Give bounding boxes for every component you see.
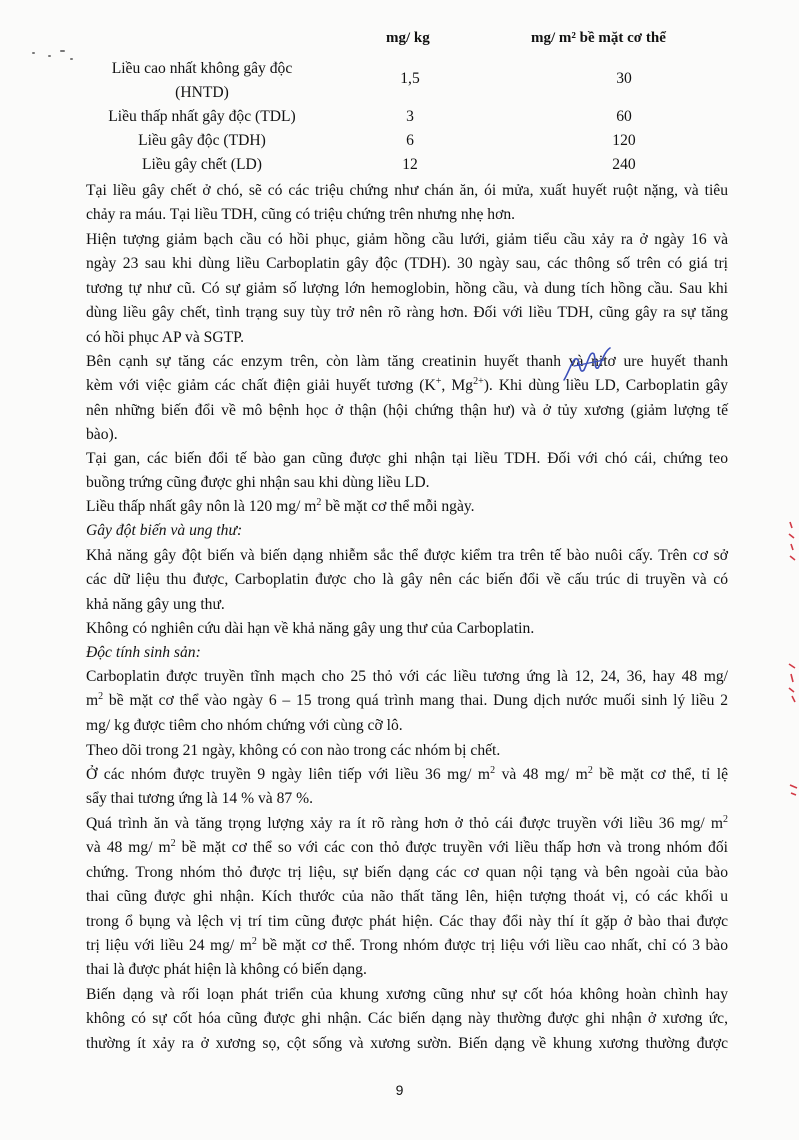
page-number: 9 — [395, 1082, 404, 1098]
paragraph-blood-effects: Hiện tượng giảm bạch cầu có hồi phục, giảm hồng cầu lưới, giảm tiểu cầu xảy ra ở ngày 16 và ngày 23 sau khi dùng liều Carboplatin gây độc (TDH). 30 ngày sau, các thông số trên có giá trị tương tự như cũ. Có sự giảm số lượng lớn hemoglobin, hồng cầu, và dung tích hồng cầu. Sau khi dùng liều gây chết, tình trạng suy tùy trở nên rõ ràng hơn. Đối với liều TDH, cũng gây ra sự tăng có hồi phục AP và SGTP. — [86, 231, 728, 346]
table-header-mg-m2: mg/ m² bề mặt cơ thể — [531, 30, 666, 46]
paragraph-skeletal-malformations: Biến dạng và rối loạn phát triển của khung xương cũng như sự cốt hóa không hoàn chình hay không có sự cốt hóa cũng được ghi nhận. Các biến dạng này thường được ghi nhận ở xương ức, thường ít xảy ra ở xương sọ, cột sống và xương sườn. Biến dạng về khung xương thường được — [86, 986, 728, 1052]
table-cell-mgkg: 6 — [406, 132, 414, 149]
scan-speck — [70, 58, 73, 60]
paragraph-fetal-malformations: Quá trình ăn và tăng trọng lượng xảy ra ít rõ ràng hơn ở thỏ cái được truyền với liều 36 mg/ $m^2$ và 48 mg/ $m^2$ bề mặt cơ thể so với các con thỏ được truyền với liều thấp hơn và trong nhóm đối chứng. Trong nhóm thỏ được trị liệu, sự biến dạng các cơ quan nội tạng và bên ngoài của bào thai cũng được ghi nhận. Kích thước của não thất tăng lên, hiện tượng thoát vị, có các khối u trong ổ bụng và lệch vị trí tim cũng được phát hiện. Các thay đổi này thí ít gặp ở bào thai được trị liệu với liều 24 mg/ $m^2$ bề mặt cơ thể. Trong nhóm được trị liệu với liều cao nhất, chỉ có 3 bào thai là được phát hiện là không có biến dạng. — [86, 814, 729, 979]
scan-speck — [48, 55, 51, 57]
paragraph-carcinogenicity: Không có nghiên cứu dài hạn về khả năng gây ung thư của Carboplatin. — [86, 620, 535, 637]
stamp-mark-fragment — [786, 520, 798, 566]
table-cell-mgm2: 60 — [616, 108, 632, 125]
paragraph-kidney-effects: Bên cạnh sự tăng các enzym trên, còn làm tăng creatinin huyết thanh và nitơ ure huyết thanh kèm với việc giảm các chất điện giải huyết tương (K+, $Mg^{2+}$). Khi dùng liều LD, Carboplatin gây nên những biến đổi về mô bệnh học ở thận (hội chứng thận hư) và ở tủy xương (giảm lượng tế bào). — [86, 353, 728, 444]
table-row-label: Liều cao nhất không gây độc (HNTD) — [111, 60, 293, 102]
section-heading-mutagenicity: Gây đột biến và ung thư: — [86, 522, 243, 539]
table-cell-mgm2: 240 — [612, 156, 636, 173]
paragraph-abortion-rate: Ở các nhóm được truyền 9 ngày liên tiếp với liều 36 mg/ $m^2$ và 48 mg/ $m^2$ bề mặt cơ thể, tỉ lệ sẩy thai tương ứng là 14 % và 87 %. — [86, 765, 729, 808]
paragraph-emesis-dose: Liều thấp nhất gây nôn là 120 mg/ $m^2$ bề mặt cơ thể mỗi ngày. — [86, 497, 475, 515]
paragraph-21-days: Theo dõi trong 21 ngày, không có con nào trong các nhóm bị chết. — [86, 742, 501, 759]
paragraph-lethal-dose-symptoms: Tại liều gây chết ở chó, sẽ có các triệu chứng như chán ăn, ói mửa, xuất huyết ruột nặng, và tiêu chảy ra máu. Tại liều TDH, cũng có triệu chứng trên nhưng nhẹ hơn. — [86, 182, 728, 224]
table-header-mg-kg: mg/ kg — [386, 30, 430, 46]
paragraph-mutagenicity: Khả năng gây đột biến và biến dạng nhiễm sắc thể được kiểm tra trên tế bào nuôi cấy. Trên cơ sở các dữ liệu thu được, Carboplatin được cho là gây nên các biến đổi về cấu trúc di truyền và có khả năng gây ung thư. — [86, 547, 728, 613]
stamp-mark-fragment — [788, 782, 798, 798]
table-row-label: Liều gây chết (LD) — [142, 156, 262, 173]
paragraph-liver-effects: Tại gan, các biến đổi tế bào gan cũng được ghi nhận tại liều TDH. Đối với chó cái, chứng teo buồng trứng cũng được ghi nhận sau khi dùng liều LD. — [86, 450, 728, 492]
table-cell-mgkg: 12 — [402, 156, 418, 173]
scan-speck — [32, 52, 35, 54]
scan-speck — [60, 50, 65, 52]
table-cell-mgm2: 30 — [616, 70, 632, 87]
stamp-mark-fragment — [786, 662, 798, 704]
table-cell-mgkg: 3 — [406, 108, 414, 125]
table-cell-mgkg: 1,5 — [400, 70, 420, 87]
paragraph-rabbit-study: Carboplatin được truyền tĩnh mạch cho 25 thỏ với các liều tương ứng là 12, 24, 36, hay 48 mg/ $m^2$ bề mặt cơ thể vào ngày 6 – 15 trong quá trình mang thai. Dung dịch nước muối sinh lý liều 2 mg/ kg được tiêm cho nhóm chứng với cùng cỡ lô. — [86, 668, 728, 734]
table-row-label: Liều thấp nhất gây độc (TDL) — [108, 108, 296, 125]
section-heading-reproductive-toxicity: Độc tính sinh sản: — [86, 644, 201, 661]
table-cell-mgm2: 120 — [612, 132, 636, 149]
table-row-label: Liều gây độc (TDH) — [138, 132, 266, 149]
handwritten-signature — [560, 340, 616, 388]
